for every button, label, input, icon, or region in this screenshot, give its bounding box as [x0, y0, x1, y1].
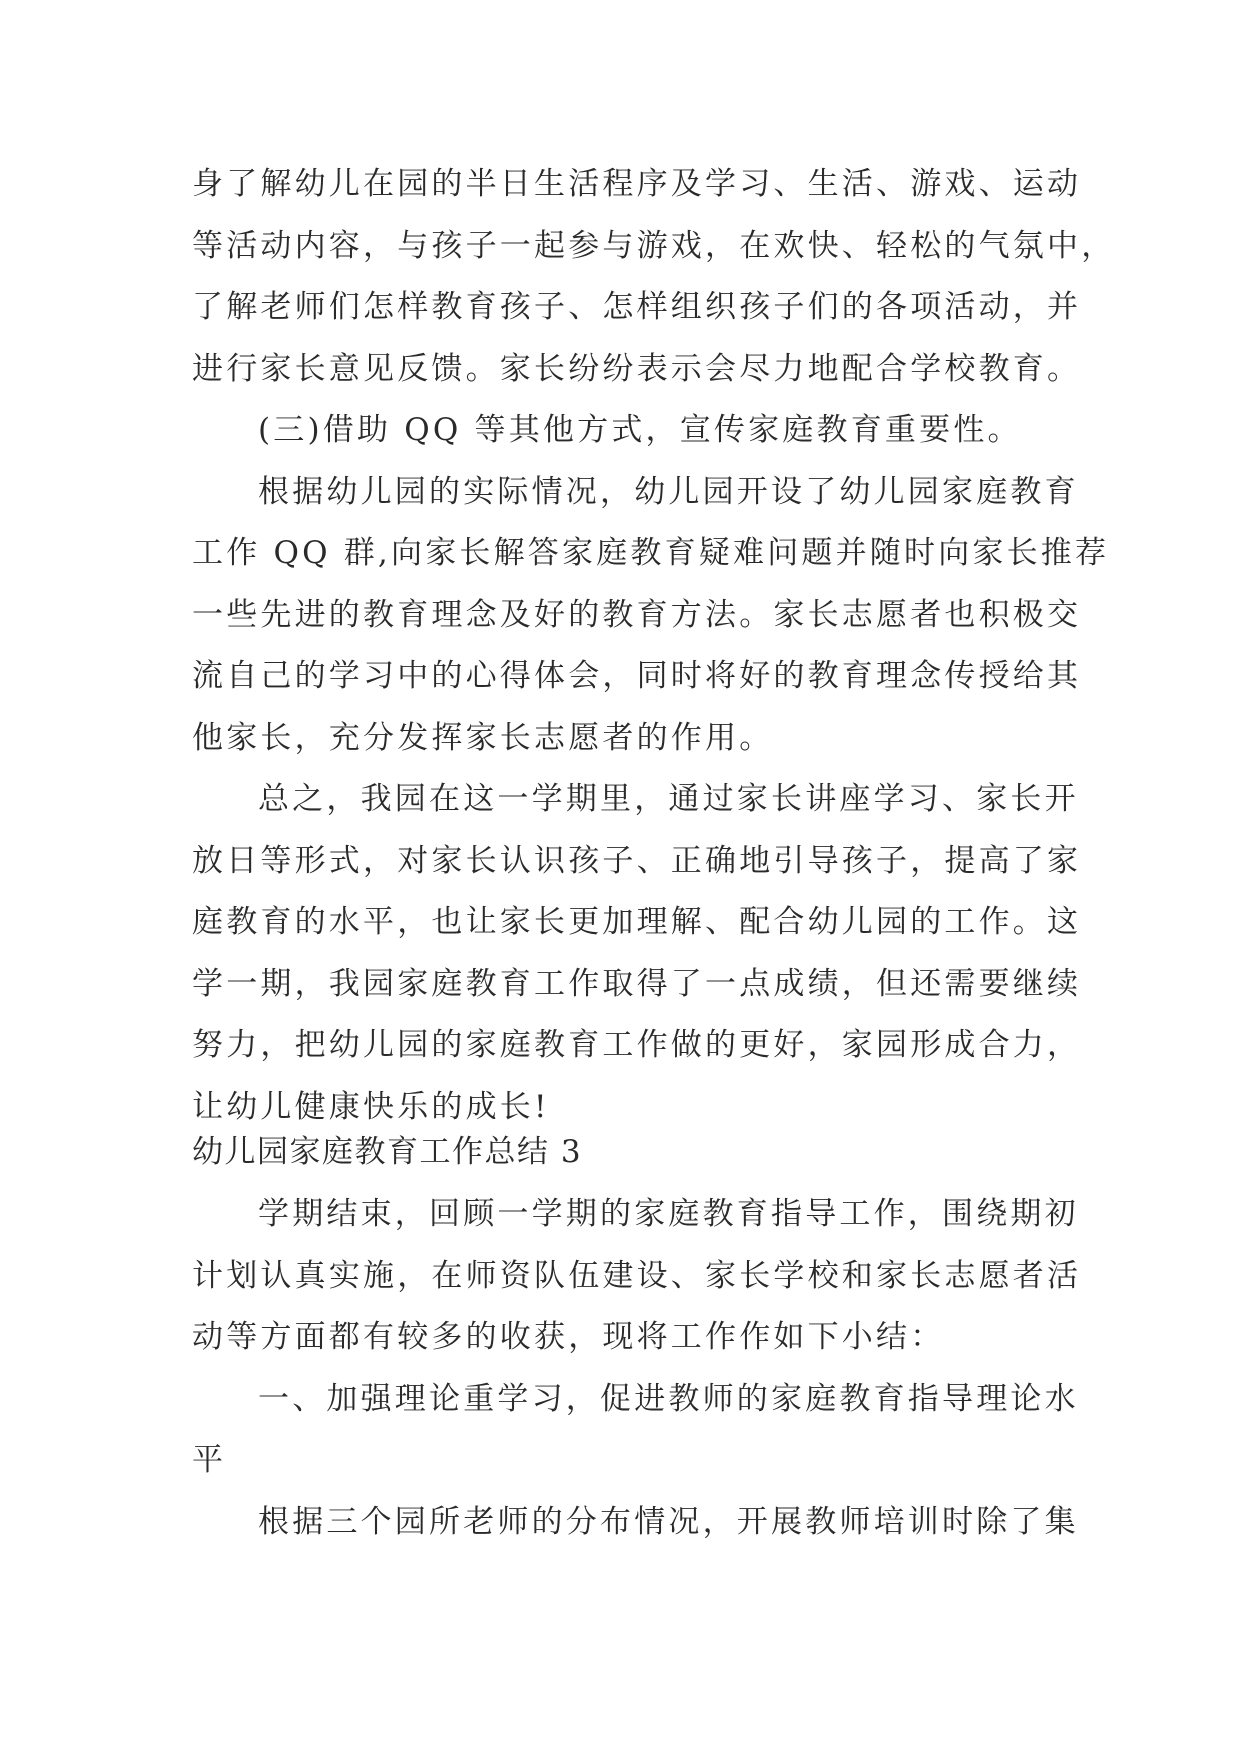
- paragraph-line: 总之，我园在这一学期里，通过家长讲座学习、家长开: [258, 781, 1079, 817]
- document-body-block-1: [192, 154, 1116, 1138]
- subheading-line: 平: [192, 1442, 227, 1478]
- subheading-line: (三)借助 QQ 等其他方式，宣传家庭教育重要性。: [258, 412, 1022, 448]
- paragraph-line: 了解老师们怎样教育孩子、怎样组织孩子们的各项活动，并: [192, 289, 1082, 325]
- paragraph-line: 努力，把幼儿园的家庭教育工作做的更好，家园形成合力，: [192, 1027, 1082, 1063]
- subheading-line: 一、加强理论重学习，促进教师的家庭教育指导理论水: [258, 1380, 1079, 1417]
- paragraph-line: 动等方面都有较多的收获，现将工作作如下小结：: [192, 1319, 945, 1355]
- paragraph-line: 学期结束，回顾一学期的家庭教育指导工作，围绕期初: [258, 1196, 1079, 1232]
- paragraph-line: 学一期，我园家庭教育工作取得了一点成绩，但还需要继续: [192, 965, 1082, 1002]
- paragraph-line: 放日等形式，对家长认识孩子、正确地引导孩子，提高了家: [192, 842, 1082, 879]
- paragraph-line: 进行家长意见反馈。家长纷纷表示会尽力地配合学校教育。: [192, 350, 1082, 387]
- paragraph-line: 流自己的学习中的心得体会，同时将好的教育理念传授给其: [192, 658, 1082, 694]
- paragraph-line: 根据幼儿园的实际情况，幼儿园开设了幼儿园家庭教育: [258, 473, 1079, 510]
- document-body-block-2: [192, 1184, 1082, 1553]
- paragraph-line: 计划认真实施，在师资队伍建设、家长学校和家长志愿者活: [192, 1257, 1082, 1294]
- paragraph-line: 身了解幼儿在园的半日生活程序及学习、生活、游戏、运动: [192, 166, 1082, 202]
- paragraph-line: 根据三个园所老师的分布情况，开展教师培训时除了集: [258, 1503, 1079, 1540]
- paragraph-line: 他家长，充分发挥家长志愿者的作用。: [192, 719, 774, 756]
- paragraph-line: 等活动内容，与孩子一起参与游戏，在欢快、轻松的气氛中，: [192, 227, 1116, 264]
- section-title: 幼儿园家庭教育工作总结 3: [192, 1134, 583, 1170]
- paragraph-line: 庭教育的水平，也让家长更加理解、配合幼儿园的工作。这: [192, 904, 1082, 940]
- paragraph-line: 工作 QQ 群,向家长解答家庭教育疑难问题并随时向家长推荐: [192, 535, 1110, 571]
- paragraph-line: 一些先进的教育理念及好的教育方法。家长志愿者也积极交: [192, 596, 1082, 633]
- paragraph-line: 让幼儿健康快乐的成长!: [192, 1088, 550, 1125]
